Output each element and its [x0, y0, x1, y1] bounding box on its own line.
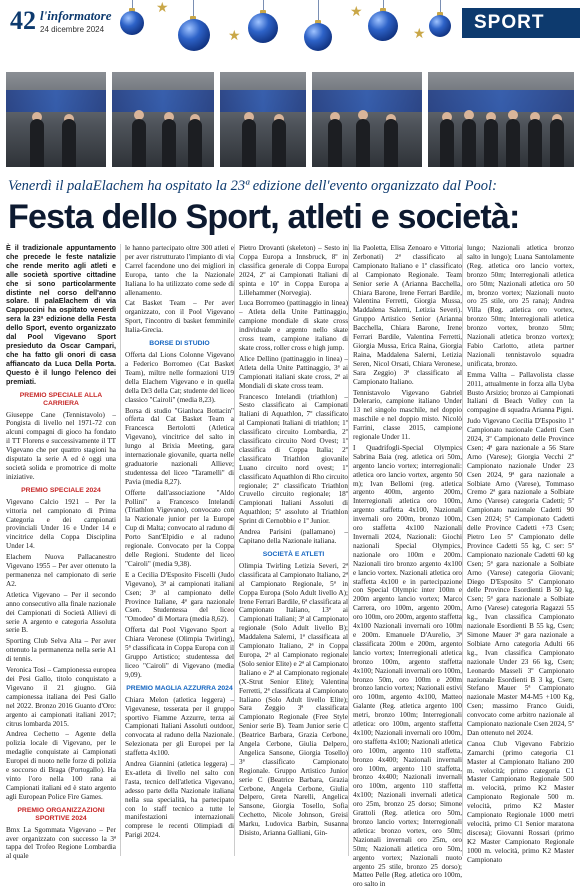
paragraph: Vigevano Calcio 1921 – Per la vittoria nel campionato di Prima Categoria e dei campionati provinciali Under 16 e Under 14 e vincitrice della Coppa Disciplina Under 14.: [6, 497, 116, 551]
paragraph: Sporting Club Selva Alta – Per aver ottenuto la permanenza nella serie A1 di tennis.: [6, 637, 116, 664]
article-headline: Festa dello Sport, atleti e società:: [8, 198, 520, 236]
paragraph: Pietro Drovanti (skeleton) – Sesto in Coppa Europa a Innsbruck, 8º in classifica generale di Coppa Europa 2024, 2º ai Campionati Italiani di spinta e 10º in Coppa Europa a Lillehammer (Norvegia).: [239, 244, 348, 297]
page-number: 42: [10, 6, 36, 35]
paragraph: Giuseppe Cane (Tennistavolo) – Pongista di livello nel 1971-72 con alcuni compagni di gioco ha fondato il TT Florens e successivamente il TT Vigevano che per quattro stagioni ha disputato la serie A ed è oggi una società solida e promotrice di molte iniziative.: [6, 410, 116, 481]
paragraph: Andrea Cechetto – Agente della polizia locale di Vigevano, per le medaglie conquistate ai Campionati Europei di nuoto nelle forze di polizia e soccorso di Braga (Portogallo). Ha vinto l'oro nella 100 rana ai Campionati italiani ed è stato argento agli European Police Fire Games.: [6, 730, 116, 801]
event-photo: [428, 72, 574, 167]
christmas-ornaments-decoration: [118, 0, 453, 62]
ornament-ball-icon: [429, 15, 451, 37]
paragraph: Chiara Melon (atletica leggera) – Vigevanese, tesserata per il gruppo sportivo Fiamme Azzurre, terza ai Campionati Italiani Assoluti outdoor, convocata al raduno della Nazionale. Selezionata per gli Europei per la staffetta 4x100.: [125, 695, 234, 758]
event-photo: [220, 72, 306, 167]
paragraph: Andrea Giannini (atletica leggera) – Ex-atleta di livello nel salto con l'asta, tecnico dell'atletica Vigevano, adesso parte della Nazionale italiana nella sua specialità, ha partecipato con lo staff tecnico a tutte le manifestazioni internazionali comprese le recenti Olimpiadi di Parigi 2024.: [125, 760, 234, 840]
ornament-ball-icon: [248, 13, 278, 43]
paragraph: Alice Dellino (pattinaggio in linea) – Atleta della Unite Pattinaggio, 3ª ai Campionati italiani skate cross, 2ª ai Mondiali di skate cross team.: [239, 354, 348, 390]
paragraph: Francesco Intelandi (triathlon) – Sesto classificato ai Campionati Italiani di Aquathlon, 7º classificato al Campionati Italiani di triathlon; 1º classificato circuito Lombardia, 2º classificato circuito Nord Ovest; 1º classifica di Coppa Italia; 2º classificato Triathlon giovanile Luano circuito nord ovest; 1º classificato Aquathlon di Rho circuito regionale; 2º classificato Triathlon Cruvello circuito regionale; 18º Campionati Italiani Assoluti di Aquathlon; 5º assoluto al Triathlon Sprint di Cernobbio e 1º Junior.: [239, 392, 348, 526]
ornament-ball-icon: [368, 11, 398, 41]
paragraph: le hanno partecipato oltre 300 atleti e per aver ristrutturato l'impianto di via Carrel facendone uno dei migliori in Europa, tanto che la Nazionale Italiana lo ha utilizzato come sede di allenamento.: [125, 244, 234, 297]
star-icon: ★: [413, 27, 426, 42]
section-label: SPORT: [462, 8, 580, 38]
article-kicker: Venerdì il palaElachem ha ospitato la 23ª edizione dell'evento organizzato dal Pool:: [8, 178, 497, 194]
text-column-4: [348, 244, 462, 889]
subheading: PREMIO SPECIALE ALLA CARRIERA: [19, 391, 103, 407]
page-header: [0, 0, 580, 62]
event-photo: [112, 72, 214, 167]
article-body: [6, 243, 574, 889]
paragraph: Borsa di studio "Gianluca Bottacin" offerta dal Cat Basket Team a Francesca Bertolotti (Atletica Vigevano), vincitrice del salto in lungo al Brixia Meeting, gara internazionale giovanile, quarta nelle graduatorie nazionali Allieve; studentessa del liceo "Taramelli" di Pavia (media 8,27).: [125, 406, 234, 486]
paragraph: Tennistavolo Vigevano Gabriel Delerario, campione italiano Under 13 nel singolo maschile, nel doppio maschile e nel doppio misto. Nicolò Farrini, classe 2015, campione regionale Under 11.: [353, 388, 462, 442]
publication-logo: l'informatore: [40, 8, 112, 23]
event-photo: [312, 72, 422, 167]
text-column-3: [234, 244, 348, 856]
ornament-ball-icon: [120, 11, 144, 35]
paragraph: Andrea Parisini (pallamano) – Capitano della Nazionale italiana.: [239, 528, 348, 545]
paragraph: Luca Borromeo (pattinaggio in linea) – Atleta della Unite Pattinaggio, campione mondiale di skate cross individuale e argento nello skate cross team, campione italiano di skate cross, roller cross e high jump.: [239, 299, 348, 352]
paragraph: lia Paoletta, Elisa Zenoaro e Vittoria Zerbonati) 2ª classificato al Campionato Italiano e 1º classificato al Campionato Regionale. Team Senior serie A (Arianna Bacchella, Chiara Barone, Irene Ferrari Bardile, Valentina Ferretti, Giorgia Mussa, Maddalena Salerni, Letizia Severi). Gruppo Artistico Senior (Arianna Bacchella, Chiara Barone, Irene Ferrari Bardile, Valentina Ferretti, Giorgia Mussa, Erica Raina, Giorgia Raina, Maddalena Salerni, Letizia Seren, Nicol Orsati, Chiara Veronese, Sara Zeggio) 3ª classificato al Campionato Italiano.: [353, 244, 462, 386]
event-photo: [6, 72, 106, 167]
subheading: SOCIETÀ E ATLETI: [262, 550, 325, 558]
paragraph: Elachem Nuova Pallacanestro Vigevano 1955 – Per aver ottenuto la permanenza nel campionato di serie A2.: [6, 553, 116, 588]
event-photos: [6, 72, 574, 167]
paragraph: Bmx La Sgommata Vigevano – Per aver organizzato con successo la 3ª tappa del Trofeo Regione Lombardia al quale: [6, 825, 116, 861]
ornament-ball-icon: [178, 19, 210, 51]
subheading: BORSE DI STUDIO: [149, 340, 210, 348]
text-column-5: [462, 244, 574, 864]
paragraph: Veronica Tosi – Campionessa europea dei Pesi Gallo, titolo conquistato a Vigevano il 21 giugno. Già campionessa italiana dei Pesi Gallo nel 2022. Bronzo 2016 Guanto d'Oro: argento ai campionati italiani 2017; citrus lombarda 2015.: [6, 666, 116, 728]
subheading: PREMIO MAGLIA AZZURRA 2024: [126, 684, 233, 692]
star-icon: ★: [156, 1, 169, 16]
paragraph: Offerta dal Lions Colonne Vigevano a Federico Borromeo (Cat Basket Team), miltre nelle formazioni U19 della Elachem Vigevano e in quella della Dr3 della Cat; studente del liceo classico "Cairoli" (media 8,23).: [125, 351, 234, 404]
paragraph: I Quadrifogli-Special Olympics Sabrina Baia (reg. atletica ori 50m, argento lancio vortex; interregionali: atletica oro lancio vortex, argento 50 m); Ivan Bellomi (reg. atletica argento 400m, argento 200m, Interregionali atletica oro 100m, argento staffetta 4x100, Nazionali invernali oro 200m, bronzo 100m, oro staffetta 4x100 Nazionali Invernali 2024, Nazionali: Giochi nazionali Special Olympics, nazionale oro 100m e 200m. Nazionali tiro bronzo argento 4x100 e lancio vortex. Nazionali atletica oro staffetta 4x100 e in partecipazione con Special Olympic inter 100m e 200m argento lancio vortex; Marco Carrera, oro 100m, argento 200m, oro 100m, oro 200m, argento staffetta 4x100 Nazionali invernali oro 100m e 200m. Emanuele D'Aurelio, 3ª classificata 200m e 200m, argento lancio vortex; Interregionali atletica bronzo 100m, argento staffetta 4x100; Nazionali invernali oro 100m, bronzo 50m, oro 100m e 200m bronzo lancio vortex; Nazionali estivi oro 100m, argento 4x100, Matteo Galante (Reg. atletica argento 100 metri, bronzo 100m; Interregionali atletica: oro 100m, argento staffetta 4x100; Nazionali invernali oro 100m, oro staffetta 4x100; Nazionali atletica oro 100m, argento 110 staffetta, bronzo 4x400; Nazionali invernali oro 100m, argento 110 staffetta, bronzo 4x400; Nazionali invernali oro 100m, argento 110 staffetta 4x100; Nazionali invernali atletica oro 25m, bronzo 25 dorso; Simone Grattoli (Reg. atletica oro 50m, bronzo lancio vortex; Interregionali atletica: bronzo vortex, oro 50m; Nazionali invernali oro 25m, oro 50m; Nazionali atletica oro 50m, argento vortex; Nazionali nuoto argento 25 stile, bronzo 25 dorso); Matteo Pelle (Reg. atletica oro 100m, oro salto in: [353, 443, 462, 889]
paragraph: Atletica Vigevano – Per il secondo anno consecutivo alla finale nazionale dei Campionati di Società Allievi di serie A argento e categoria Assoluta serie B.: [6, 590, 116, 635]
paragraph: E a Cecilia D'Esposito Fiscelli (Judo Vigevano), 3ª ai campionati italiani Csen; 3ª al campionato delle Province Italiane, 4ª gara nazionale Csen. Studentessa del liceo "Omodeo" di Mortara (media 8,62).: [125, 570, 234, 624]
star-icon: ★: [350, 5, 363, 20]
masthead: [40, 8, 112, 34]
ornament-ball-icon: [304, 23, 332, 51]
paragraph: Offerte dall'associazione "Aldo Pollini" a Francesco Intelandi (Triathlon Vigevano), convocato con la Nazionale junior per la Europe Cup di Malta; convocato al raduno di Porto Sant'Elpidio e al raduno regionale. Convocato per la Coppa delle Regioni. Studente del liceo "Cairoli" (media 9,38).: [125, 488, 234, 568]
subheading: PREMIO SPECIALE 2024: [21, 486, 101, 494]
paragraph: Canoa Club Vigevano Fabrizio Zamarchi (primo categoria C1 Master al Campionato Italiano 200 m. velocità; primo categoria C1 Master Campionato Regionale 500 m. velocità, primo K2 Master Campionato Regionale 500 m. velocità, primo K2 Master Campionato Regionale 1000 metri velocità, primo C1 Senior maratona discesa); Giovanni Rossari (primo K2 Master Campionato Regionale 1000 m. velocità, primo K2 Master Campionato: [467, 739, 574, 864]
paragraph: Emma Vallta – Pallavolista classe 2011, attualmente in forza alla Uyba Busto Arsizio; bronzo ai Campionati Italiani di Beach Volley con la compagine di squadra Arianna Pigni.: [467, 370, 574, 415]
paragraph: lungo; Nazionali atletica bronzo salto in lungo); Luana Santolamente (Reg. atletica oro lancio vortex, bronzo 50m; Interregionali atletica oro 50m; Nazionali atletica oro 50 m, bronzo vortex; Nazionali nuoto oro 25 stile, oro 25 rana); Andrea Villa (Reg. atletica oro vortex, bronzo 50m; Interregionali atletica bronzo vortex, bronzo 50m; Nazionali atletica bronzo vortex); Fabio Carlotto, atleta partner Nazionali tennistavolo squadra unificata, bronzo.: [467, 244, 574, 368]
issue-date: 24 dicembre 2024: [40, 25, 105, 34]
paragraph: Offerta dal Pool Vigevano Sport a Chiara Veronese (Olimpia Twirling), 5ª classificata in Coppa Europa con il Gruppo Artistico; studentessa del liceo "Cairoli" di Vigevano (media 9,09).: [125, 626, 234, 679]
paragraph: Olimpia Twirling Letizia Severi, 2ª classificata al Campionato Italiano, 2ª al Campionato Regionale, 5ª in Coppa Europa (Solo Adult livello A); Irene Ferrari Bardile, 6ª classificata al Campionato Italiano, 13ª ai Campionati Italiani; 3ª al Campionato regionale (Solo Adult livello B); Maddalena Salerni, 1ª classificata al Campionato Italiano, 2ª in Coppa Europa, 2ª al Campionato regionale (Solo senior Elite) e 2ª al Campionato Italiano e 2ª al Campionato regionale (X-Strut Senior Elite); Valentina Ferretti, 2ª classificata al Campionato Italiano (Solo Adult livello Elite); Sara Zeggio 3ª classificata Campionato Regionale (Free Style Senior serie B). Team Junior serie C (Beatrice Barbara, Grazia Cerbone, Angela Cerbone, Giulia Delpero, Angelica Sansone, Giorgia Tosello) 3ª classificato Campionato Regionale. Gruppo Artistico Junior serie C (Beatrice Barbara, Grazia Cerbone, Angela Cerbone, Giulia Delpero, Greta Narelli, Angelica Sansone, Giorgia Tosello, Sofia Cechetto, Nicole Johnson, Greisi Marku, Ludovica Barbin, Susanna Disisto, Arianna Galliani, Gin-: [239, 561, 348, 838]
article-lead: È il tradizionale appuntamento che precede le feste natalizie che rende merito agli atleti e alle società sportive cittadine che si sono particolarmente distinte nel corso dell'anno solare. Il palaElachem di via Cappuccini ha ospitato venerdì sera la 23ª edizione della Festa dello Sport, evento organizzato dal Pool Vigevano Sport presieduto da Oscar Campari, che ha fatto gli onori di casa affiancato da Luca Della Porta. Questo è il lungo l'elenco dei premiati.: [6, 243, 116, 386]
star-icon: ★: [228, 29, 241, 44]
text-column-1: [6, 243, 116, 861]
subheading: PREMIO ORGANIZZAZIONI SPORTIVE 2024: [17, 806, 105, 822]
paragraph: Cat Basket Team – Per aver organizzato, con il Pool Vigevano Sport, l'incontro di basket femminile Italia-Grecia.: [125, 299, 234, 335]
paragraph: Judo Vigevano Cecilia D'Esposito 1º Campionato nazionale Cadetti Csen 2024, 3º Campionato delle Province Csen; 4ª gara nazionale a 56 Stare Arno (Varese); Giorgia Vecchi 2º Campionato nazionale Under 23 Csen 2024, 9ª gara nazionale a Solbiate Arno (Varese), Tommaso Cremo 2ª gara nazionale a Solbiate Arno (Varese) categoria Cadetti; 5º Campionato nazionale Cadetti 90 Csen 2024; 5º Campionato Cadetti delle Province Cadetti +73 Csen; Pietro Leo 5º Campionato delle Province Cadetti 55 kg, C ser: 5º Campionato nazionale Cadetti 60 kg Csen; 5ª gara nazionale a Solbiate Arno (Varese) categoria Giovani; Diego D'Esposito 5º Campionato delle Province Esordienti B 50 kg, Csen; 5ª gara nazionale a Solbiate Arno (Varese) categoria Ragazzi 55 kg., Ivan classifica Campionato nazionale Esordienti B 55 kg, Csen; Simone Mauer 3ª gara nazionale a Solbiate Arno categoria Adulti 66 kg., Ivan classifica Campionato nazionale Under 23 66 kg, Csen; Leonardo Masseli 3º Campionato nazionale Esordienti B 3 kg, Csen; Stefano Mauer 5ª Campionato nazionale Master M4-M5 +100 Kg, Csen; massimo Franco Guidi, convocato come arbitro nazionale al Campionato nazionale Csen 2024, 5º Dan ottenuto nel 2024.: [467, 417, 574, 737]
text-column-2: [120, 244, 234, 856]
